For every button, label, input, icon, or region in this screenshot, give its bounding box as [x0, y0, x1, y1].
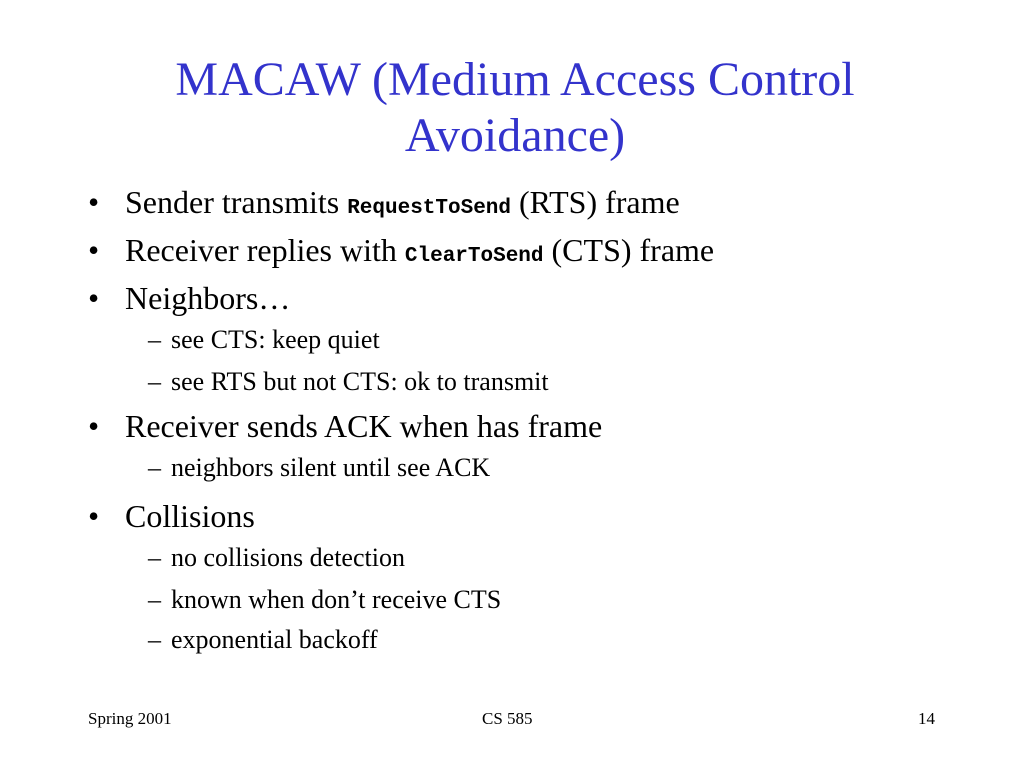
bullet-marker: •: [88, 408, 100, 444]
bullet-marker: •: [88, 498, 100, 534]
bullet-text: Collisions: [125, 498, 255, 534]
sub-item-text: exponential backoff: [171, 625, 378, 654]
footer-page-number: 14: [918, 709, 935, 728]
bullet-text-post: (RTS) frame: [511, 184, 680, 220]
dash-marker: –: [148, 325, 161, 354]
footer-course: CS 585: [482, 709, 533, 728]
sub-item-text: known when don’t receive CTS: [171, 585, 502, 614]
bullet-text: Receiver sends ACK when has frame: [125, 408, 603, 444]
dash-marker: –: [148, 543, 161, 572]
bullet-text: [125, 230, 714, 277]
slide-title-line-1: MACAW (Medium Access Control: [175, 53, 855, 106]
bullet-text-pre: Receiver replies with: [125, 232, 405, 268]
code-requesttosend: RequestToSend: [347, 197, 512, 220]
dash-marker: –: [148, 367, 161, 396]
bullet-text-pre: Sender transmits: [125, 184, 348, 220]
bullet-marker: •: [88, 184, 100, 220]
bullet-marker: •: [88, 232, 100, 268]
bullet-text: [125, 182, 680, 229]
sub-item-text: see RTS but not CTS: ok to transmit: [171, 367, 549, 396]
sub-item-text: no collisions detection: [171, 543, 405, 572]
slide-title-line-2: Avoidance): [404, 109, 626, 162]
bullet-marker: •: [88, 280, 100, 316]
sub-item-text: see CTS: keep quiet: [171, 325, 380, 354]
dash-marker: –: [148, 453, 161, 482]
footer-date: Spring 2001: [88, 709, 172, 728]
dash-marker: –: [148, 585, 161, 614]
code-cleartosend: ClearToSend: [404, 245, 544, 268]
bullet-text-post: (CTS) frame: [543, 232, 715, 268]
dash-marker: –: [148, 625, 161, 654]
bullet-text: Neighbors…: [125, 280, 291, 316]
slide-title: [60, 52, 970, 164]
sub-item-text: neighbors silent until see ACK: [171, 453, 491, 482]
